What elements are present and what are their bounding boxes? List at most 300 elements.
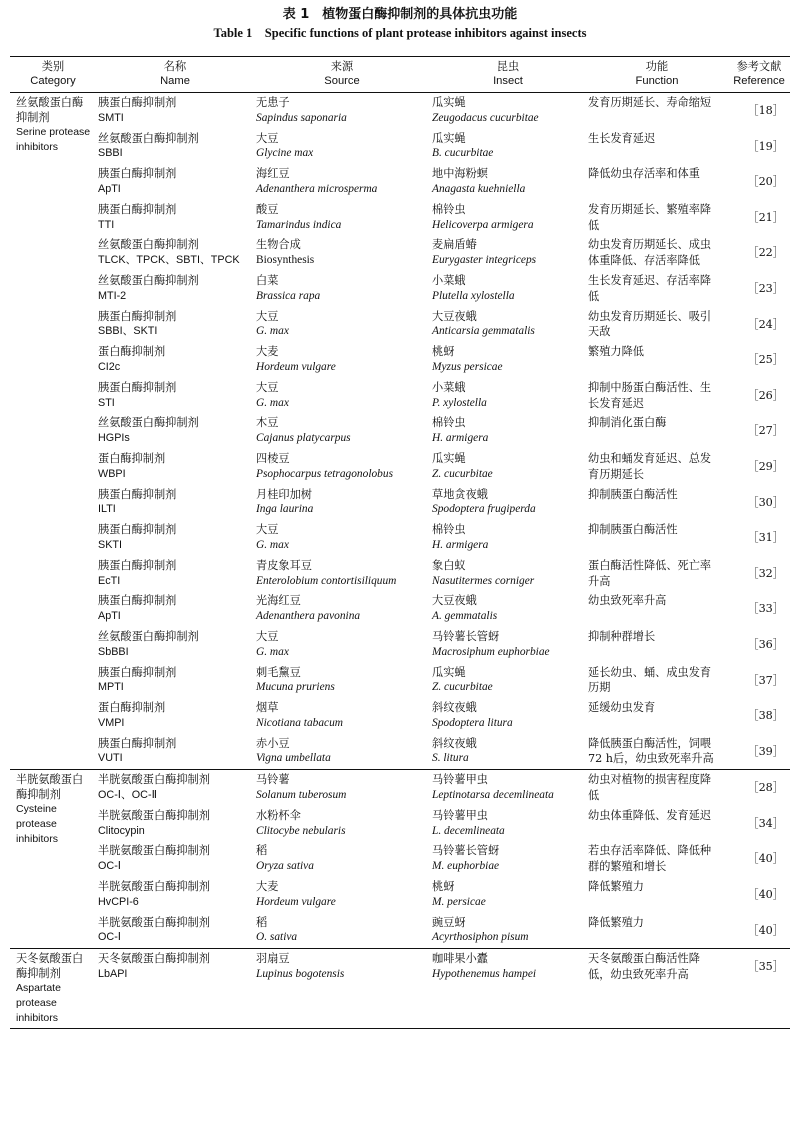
- table-row: [10, 556, 790, 592]
- insect-cn: 斜纹夜蛾: [432, 701, 477, 715]
- header-cell: [10, 57, 96, 93]
- header-cn: 昆虫: [496, 60, 520, 73]
- name-cell: [96, 591, 254, 627]
- insect-latin: Acyrthosiphon pisum: [432, 931, 529, 944]
- insect-cn: 地中海粉螟: [432, 167, 488, 181]
- insect-cell: [430, 520, 586, 556]
- name-en: MTI-2: [98, 289, 127, 302]
- name-cn: 丝氨酸蛋白酶抑制剂: [98, 273, 199, 287]
- function-cell: 降低胰蛋白酶活性，饲喂72 h后，幼虫致死率升高: [588, 736, 714, 766]
- table-row: [10, 271, 790, 307]
- source-cn: 大麦: [256, 880, 279, 894]
- source-cn: 大豆: [256, 629, 279, 643]
- category-en: Cysteine protease inhibitors: [16, 803, 59, 846]
- name-cn: 丝氨酸蛋白酶抑制剂: [98, 131, 199, 145]
- reference-cell: ［23］: [747, 281, 784, 295]
- reference-cell: ［26］: [747, 388, 784, 402]
- source-cn: 无患子: [256, 96, 290, 109]
- function-cell: 降低繁殖力: [588, 880, 644, 894]
- table-row: [10, 93, 790, 129]
- name-cn: 胰蛋白酶抑制剂: [98, 96, 177, 109]
- insect-latin: Z. cucurbitae: [432, 681, 493, 694]
- name-en: HGPIs: [98, 432, 130, 445]
- insect-latin: Plutella xylostella: [432, 289, 515, 302]
- reference-cell: ［40］: [747, 888, 784, 902]
- name-en: WBPI: [98, 467, 126, 480]
- name-cn: 半胱氨酸蛋白酶抑制剂: [98, 773, 210, 787]
- source-cn: 青皮象耳豆: [256, 558, 312, 572]
- source-cn: 月桂印加树: [256, 487, 312, 501]
- reference-cell: ［37］: [747, 673, 784, 687]
- name-cn: 胰蛋白酶抑制剂: [98, 309, 177, 323]
- function-cell: 幼虫和蛹发育延迟、总发育历期延长: [588, 451, 712, 481]
- source-cell: [254, 806, 430, 842]
- reference-cell: ［29］: [747, 459, 784, 473]
- insect-cn: 咖啡果小蠹: [432, 952, 488, 966]
- source-latin: Hordeum vulgare: [256, 895, 336, 908]
- insect-cell: [430, 129, 586, 165]
- header-en: Function: [635, 75, 679, 87]
- table-body: [10, 93, 790, 1029]
- name-cn: 丝氨酸蛋白酶抑制剂: [98, 238, 199, 252]
- insect-latin: Hypothenemus hampei: [432, 968, 537, 981]
- function-cell: 蛋白酶活性降低、死亡率升高: [588, 558, 712, 588]
- reference-cell: ［28］: [728, 770, 790, 806]
- insect-latin: Anagasta kuehniella: [432, 182, 526, 195]
- table-row: [10, 734, 790, 770]
- source-cell: [254, 949, 430, 1029]
- name-cell: [96, 164, 254, 200]
- insect-cell: [430, 556, 586, 592]
- name-cell: [96, 93, 254, 129]
- table-row: [10, 591, 790, 627]
- source-latin: Vigna umbellata: [256, 752, 331, 765]
- category-cell: [10, 770, 96, 949]
- table-row: [10, 627, 790, 663]
- name-en: STI: [98, 396, 115, 409]
- insect-latin: Nasutitermes corniger: [432, 574, 535, 587]
- name-en: HvCPI-6: [98, 895, 139, 908]
- name-en: VMPI: [98, 716, 125, 729]
- name-en: MPTI: [98, 681, 124, 694]
- function-cell: 天冬氨酸蛋白酶活性降低，幼虫致死率升高: [586, 949, 728, 1029]
- name-cn: 胰蛋白酶抑制剂: [98, 202, 177, 216]
- name-cn: 天冬氨酸蛋白酶抑制剂: [98, 952, 210, 966]
- name-cn: 胰蛋白酶抑制剂: [98, 523, 177, 537]
- name-cn: 半胱氨酸蛋白酶抑制剂: [98, 880, 210, 894]
- insect-latin: Anticarsia gemmatalis: [432, 325, 535, 338]
- header-cn: 功能: [645, 60, 669, 73]
- source-cell: [254, 770, 430, 806]
- insect-latin: A. gemmatalis: [432, 610, 498, 623]
- source-cell: [254, 591, 430, 627]
- source-cn: 马铃薯: [256, 773, 290, 787]
- header-cell: [586, 57, 728, 93]
- source-latin: G. max: [256, 538, 289, 551]
- insect-cell: [430, 591, 586, 627]
- source-latin: Glycine max: [256, 147, 314, 160]
- function-cell: 生长发育延迟: [588, 131, 656, 145]
- insect-cn: 大豆夜蛾: [432, 594, 477, 608]
- function-cell: 抑制种群增长: [588, 629, 656, 643]
- source-cn: 光海红豆: [256, 594, 301, 608]
- table-row: [10, 129, 790, 165]
- insect-cn: 麦扁盾蝽: [432, 238, 477, 252]
- source-cn: 白菜: [256, 273, 279, 287]
- reference-cell: ［24］: [747, 317, 784, 331]
- table-row: [10, 200, 790, 236]
- insect-cell: [430, 449, 586, 485]
- source-cn: 四棱豆: [256, 451, 290, 465]
- insect-cn: 瓜实蝇: [432, 131, 466, 145]
- header-cell: [96, 57, 254, 93]
- reference-cell: ［32］: [747, 566, 784, 580]
- header-en: Insect: [493, 75, 523, 87]
- name-en: CI2c: [98, 360, 121, 373]
- reference-cell: ［33］: [747, 602, 784, 616]
- name-cell: [96, 556, 254, 592]
- insect-cn: 瓜实蝇: [432, 451, 466, 465]
- insect-latin: Macrosiphum euphorbiae: [432, 645, 550, 658]
- insect-cell: [430, 841, 586, 877]
- name-cn: 胰蛋白酶抑制剂: [98, 736, 177, 750]
- table-row: [10, 913, 790, 949]
- insect-cell: [430, 949, 586, 1029]
- table-row: [10, 698, 790, 734]
- reference-cell: ［40］: [747, 852, 784, 866]
- name-cn: 半胱氨酸蛋白酶抑制剂: [98, 808, 210, 822]
- name-en: Clitocypin: [98, 824, 145, 837]
- source-latin: Mucuna pruriens: [256, 681, 335, 694]
- name-cell: [96, 307, 254, 343]
- reference-cell: ［36］: [747, 637, 784, 651]
- table-caption-en: Table 1 Specific functions of plant protease inhibitors against insects: [213, 26, 587, 40]
- function-cell: 抑制胰蛋白酶活性: [588, 523, 678, 537]
- insect-cell: [430, 200, 586, 236]
- insect-latin: Leptinotarsa decemlineata: [432, 789, 554, 802]
- insect-latin: Spodoptera frugiperda: [432, 503, 536, 516]
- reference-cell: ［18］: [728, 93, 790, 129]
- insect-latin: Helicoverpa armigera: [432, 218, 534, 231]
- function-cell: 降低繁殖力: [588, 915, 644, 929]
- name-en: SMTI: [98, 111, 124, 124]
- reference-cell: ［34］: [747, 816, 784, 830]
- header-cn: 来源: [330, 60, 354, 73]
- source-cell: [254, 663, 430, 699]
- source-cell: [254, 449, 430, 485]
- table-row: [10, 413, 790, 449]
- name-en: ApTI: [98, 182, 121, 195]
- name-cell: [96, 129, 254, 165]
- insect-cn: 马铃薯甲虫: [432, 808, 488, 822]
- reference-cell: ［30］: [747, 495, 784, 509]
- source-cell: [254, 164, 430, 200]
- category-en: Serine protease inhibitors: [16, 126, 91, 153]
- protease-inhibitor-table: [10, 56, 790, 1029]
- source-cn: 刺毛黧豆: [256, 665, 301, 679]
- name-en: EcTI: [98, 574, 121, 587]
- function-cell: 抑制中肠蛋白酶活性、生长发育延迟: [588, 380, 712, 410]
- source-cell: [254, 556, 430, 592]
- source-cn: 大麦: [256, 345, 279, 359]
- source-latin: G. max: [256, 645, 289, 658]
- header-cell: [728, 57, 790, 93]
- table-row: [10, 663, 790, 699]
- table-row: [10, 235, 790, 271]
- insect-latin: M. persicae: [432, 895, 486, 908]
- source-cn: 木豆: [256, 416, 279, 430]
- name-cn: 半胱氨酸蛋白酶抑制剂: [98, 844, 210, 858]
- source-cn: 羽扇豆: [256, 952, 290, 966]
- name-en: ILTI: [98, 503, 116, 516]
- name-cell: [96, 627, 254, 663]
- insect-latin: P. xylostella: [432, 396, 487, 409]
- name-cell: [96, 235, 254, 271]
- source-latin: Brassica rapa: [256, 289, 321, 302]
- header-cn: 参考文献: [736, 60, 782, 73]
- reference-cell: ［31］: [747, 531, 784, 545]
- name-cell: [96, 877, 254, 913]
- source-cell: [254, 129, 430, 165]
- source-cn: 大豆: [256, 309, 279, 323]
- source-latin: Nicotiana tabacum: [256, 716, 344, 729]
- insect-cn: 棉铃虫: [432, 416, 466, 430]
- insect-cell: [430, 877, 586, 913]
- source-cn: 水粉杯伞: [256, 808, 301, 822]
- insect-cn: 马铃薯长管蚜: [432, 844, 500, 858]
- insect-cn: 斜纹夜蛾: [432, 736, 477, 750]
- reference-cell: ［27］: [747, 424, 784, 438]
- name-cn: 胰蛋白酶抑制剂: [98, 167, 177, 181]
- table-row: [10, 449, 790, 485]
- insect-latin: M. euphorbiae: [432, 860, 500, 873]
- function-cell: 幼虫发育历期延长、成虫体重降低、存活率降低: [588, 238, 712, 268]
- source-cn: 烟草: [256, 701, 279, 715]
- insect-cell: [430, 663, 586, 699]
- insect-cn: 小菜蛾: [432, 380, 466, 394]
- name-cn: 蛋白酶抑制剂: [98, 451, 166, 465]
- insect-cn: 马铃薯长管蚜: [432, 629, 500, 643]
- name-en: TTI: [98, 218, 115, 231]
- name-en: OC-Ⅰ: [98, 931, 121, 944]
- function-cell: 发育历期延长、繁殖率降低: [588, 202, 712, 232]
- table-row: [10, 877, 790, 913]
- function-cell: 抑制消化蛋白酶: [588, 416, 667, 430]
- insect-cn: 瓜实蝇: [432, 96, 466, 109]
- reference-cell: ［38］: [747, 709, 784, 723]
- function-cell: 降低幼虫存活率和体重: [588, 167, 700, 181]
- function-cell: 延缓幼虫发育: [588, 701, 656, 715]
- source-cell: [254, 698, 430, 734]
- source-latin: Adenanthera pavonina: [256, 610, 361, 623]
- name-en: TLCK、TPCK、SBTI、TPCK: [98, 254, 240, 267]
- insect-cn: 小菜蛾: [432, 273, 466, 287]
- source-cn: 稻: [256, 915, 268, 929]
- insect-latin: H. armigera: [432, 538, 489, 551]
- function-cell: 幼虫体重降低、发育延迟: [588, 808, 712, 822]
- source-latin: Lupinus bogotensis: [256, 968, 345, 981]
- insect-cell: [430, 235, 586, 271]
- insect-cn: 棉铃虫: [432, 523, 466, 537]
- insect-cell: [430, 378, 586, 414]
- header-en: Category: [30, 75, 76, 87]
- source-cn: 大豆: [256, 523, 279, 537]
- name-cell: [96, 342, 254, 378]
- source-cn: 赤小豆: [256, 736, 290, 750]
- name-cn: 丝氨酸蛋白酶抑制剂: [98, 629, 199, 643]
- name-cell: [96, 449, 254, 485]
- insect-latin: Myzus persicae: [432, 360, 503, 373]
- name-en: SKTI: [98, 538, 122, 551]
- header-cn: 类别: [41, 60, 65, 73]
- insect-cell: [430, 271, 586, 307]
- insect-cell: [430, 164, 586, 200]
- insect-cell: [430, 627, 586, 663]
- table-caption-cn: 表 1 植物蛋白酶抑制剂的具体抗虫功能: [282, 7, 518, 22]
- source-cell: [254, 485, 430, 521]
- header-cell: [254, 57, 430, 93]
- name-cell: [96, 841, 254, 877]
- function-cell: 延长幼虫、蛹、成虫发育历期: [588, 665, 712, 695]
- reference-cell: ［35］: [728, 949, 790, 1029]
- source-cell: [254, 378, 430, 414]
- reference-cell: ［25］: [747, 353, 784, 367]
- reference-cell: ［39］: [747, 744, 784, 758]
- name-en: OC-Ⅰ: [98, 860, 121, 873]
- table-row: [10, 164, 790, 200]
- source-cn: 大豆: [256, 131, 279, 145]
- insect-cn: 桃蚜: [432, 880, 455, 894]
- table-row: [10, 806, 790, 842]
- insect-cell: [430, 307, 586, 343]
- source-cell: [254, 307, 430, 343]
- table-row: [10, 307, 790, 343]
- insect-latin: S. litura: [432, 752, 469, 765]
- name-cell: [96, 949, 254, 1029]
- name-cn: 胰蛋白酶抑制剂: [98, 487, 177, 501]
- name-cell: [96, 520, 254, 556]
- source-latin: G. max: [256, 396, 289, 409]
- source-cell: [254, 877, 430, 913]
- insect-latin: Z. cucurbitae: [432, 467, 493, 480]
- name-cn: 蛋白酶抑制剂: [98, 701, 166, 715]
- source-latin: Tamarindus indica: [256, 218, 342, 231]
- source-cn: 大豆: [256, 380, 279, 394]
- table-row: [10, 520, 790, 556]
- name-cell: [96, 378, 254, 414]
- insect-cell: [430, 342, 586, 378]
- source-latin: Adenanthera microsperma: [256, 182, 378, 195]
- name-cell: [96, 485, 254, 521]
- source-cell: [254, 413, 430, 449]
- insect-latin: H. armigera: [432, 432, 489, 445]
- source-cn: 生物合成: [256, 238, 301, 252]
- insect-latin: B. cucurbitae: [432, 147, 494, 160]
- insect-latin: Zeugodacus cucurbitae: [432, 111, 539, 124]
- source-cell: [254, 841, 430, 877]
- function-cell: 幼虫对植物的损害程度降低: [586, 770, 728, 806]
- name-cn: 半胱氨酸蛋白酶抑制剂: [98, 915, 210, 929]
- function-cell: 幼虫发育历期延长、吸引天敌: [588, 309, 712, 339]
- name-cell: [96, 770, 254, 806]
- insect-cell: [430, 413, 586, 449]
- source-cell: [254, 93, 430, 129]
- name-cn: 蛋白酶抑制剂: [98, 345, 166, 359]
- function-cell: 抑制胰蛋白酶活性: [588, 487, 678, 501]
- name-en: ApTI: [98, 610, 121, 623]
- insect-cell: [430, 806, 586, 842]
- name-cell: [96, 734, 254, 770]
- name-cell: [96, 271, 254, 307]
- name-en: SbBBI: [98, 645, 129, 658]
- table-row: [10, 378, 790, 414]
- insect-latin: Eurygaster integriceps: [432, 254, 537, 267]
- table-row: [10, 342, 790, 378]
- category-cn: 半胱氨酸蛋白酶抑制剂: [16, 773, 84, 802]
- name-cell: [96, 663, 254, 699]
- source-latin: Enterolobium contortisiliquum: [256, 574, 397, 587]
- name-cn: 胰蛋白酶抑制剂: [98, 380, 177, 394]
- insect-cn: 象白蚁: [432, 558, 466, 572]
- insect-latin: Spodoptera litura: [432, 716, 513, 729]
- category-cell: [10, 949, 96, 1029]
- source-cell: [254, 913, 430, 949]
- name-cell: [96, 413, 254, 449]
- source-latin: Psophocarpus tetragonolobus: [256, 467, 394, 480]
- function-cell: 幼虫致死率升高: [588, 594, 667, 608]
- source-latin: O. sativa: [256, 931, 298, 944]
- function-cell: 发育历期延长、寿命缩短: [586, 93, 728, 129]
- header-cell: [430, 57, 586, 93]
- header-en: Source: [324, 75, 360, 87]
- insect-cn: 豌豆蚜: [432, 915, 466, 929]
- source-latin: Clitocybe nebularis: [256, 824, 346, 837]
- source-cell: [254, 734, 430, 770]
- header-en: Reference: [733, 75, 785, 87]
- source-latin: Inga laurina: [256, 503, 314, 516]
- insect-latin: L. decemlineata: [432, 824, 505, 837]
- category-cn: 丝氨酸蛋白酶抑制剂: [16, 96, 84, 124]
- insect-cn: 马铃薯甲虫: [432, 773, 488, 787]
- function-cell: 生长发育延迟、存活率降低: [588, 273, 712, 303]
- source-cn: 海红豆: [256, 167, 290, 181]
- insect-cell: [430, 93, 586, 129]
- name-cn: 胰蛋白酶抑制剂: [98, 558, 177, 572]
- name-cell: [96, 913, 254, 949]
- insect-cn: 草地贪夜蛾: [432, 487, 488, 501]
- reference-cell: ［21］: [747, 210, 784, 224]
- insect-cn: 桃蚜: [432, 345, 455, 359]
- name-cell: [96, 698, 254, 734]
- reference-cell: ［19］: [747, 139, 784, 153]
- reference-cell: ［20］: [747, 175, 784, 189]
- source-cn: 稻: [256, 844, 268, 858]
- source-latin: Solanum tuberosum: [256, 789, 347, 802]
- source-cn: 酸豆: [256, 202, 279, 216]
- name-en: SBBI: [98, 147, 123, 160]
- source-cell: [254, 200, 430, 236]
- table-row: [10, 841, 790, 877]
- header-en: Name: [160, 75, 190, 87]
- reference-cell: ［40］: [747, 923, 784, 937]
- name-cell: [96, 200, 254, 236]
- insect-cell: [430, 698, 586, 734]
- name-cn: 胰蛋白酶抑制剂: [98, 665, 177, 679]
- source-cell: [254, 520, 430, 556]
- insect-cn: 棉铃虫: [432, 202, 466, 216]
- header-row: [10, 57, 790, 93]
- name-en: SBBI、SKTI: [98, 325, 158, 338]
